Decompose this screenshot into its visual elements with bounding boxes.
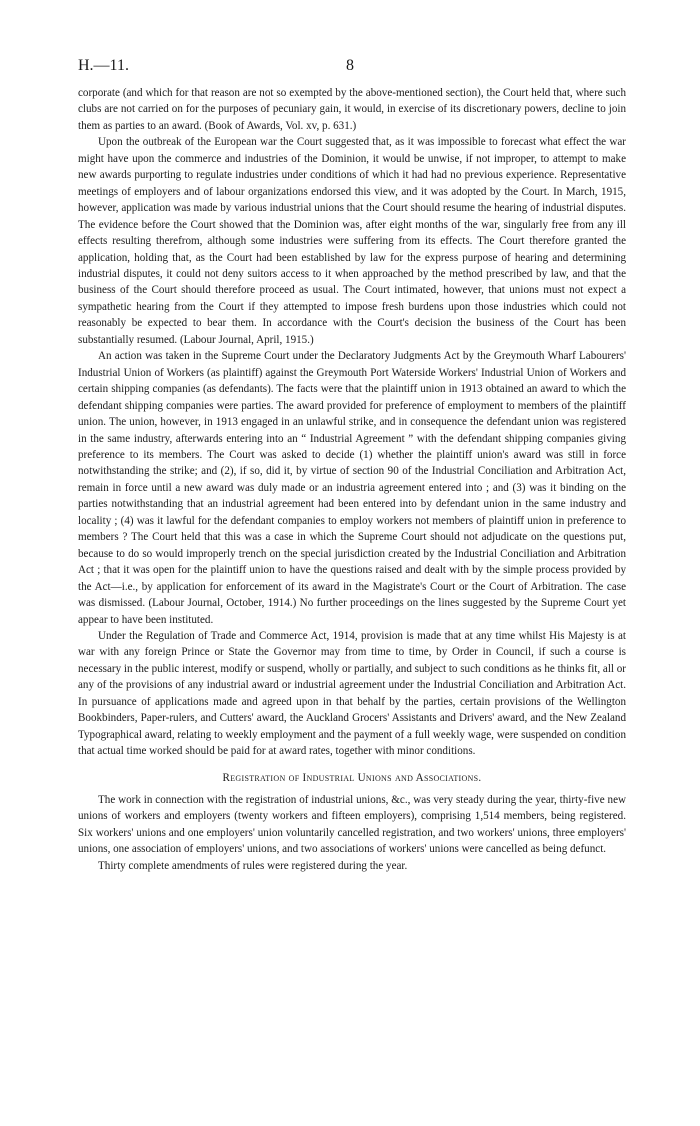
report-reference: H.—11.: [78, 57, 129, 74]
paragraph-registration-work: The work in connection with the registration of industrial unions, &c., was very steady during the year, thirty-five new unions of workers and employers (twenty workers and fifteen employers), comprising 1,514 members, being registered. Six workers' unions and one employers' union voluntarily cancelled registration, and two workers' unions, three employers' unions, one association of employers' unions, and two associations of workers' unions were cancelled as being defunct.: [78, 794, 626, 856]
section-heading: Registration of Industrial Unions and Associations.: [222, 771, 482, 784]
paragraph-trade-commerce-act: Under the Regulation of Trade and Commerce Act, 1914, provision is made that at any time whilst His Majesty is at war with any foreign Prince or State the Governor may from time to time, by Order in Council, if such a course is necessary in the public interest, modify or suspend, wholly or partially, and subject to such conditions as he thinks fit, all or any of the provisions of any industrial award or industrial agreement under the Industrial Conciliation and Arbitration Act. In pursuance of applications made and agreed upon in that behalf by the parties, certain provisions of the Wellington Bookbinders, Paper-rulers, and Cutters' award, the Auckland Grocers' Assistants and Drivers' award, and the New Zealand Typographical award, relating to weekly employment and the payment of a full weekly wage, were suspended on condition that actual time worked should be paid for at award rates, together with minor conditions.: [78, 629, 627, 758]
document-body: [78, 85, 626, 874]
paragraph-amendments: Thirty complete amendments of rules were registered during the year.: [98, 859, 408, 872]
paragraph-continued: corporate (and which for that reason are not so exempted by the above-mentioned section), the Court held that, where such clubs are not carried on for the purposes of pecuniary gain, it would, in exercise of its discretionary powers, decline to join them as parties to an award. (Book of Awards, Vol. xv, p. 631.): [78, 87, 626, 132]
paragraph-greymouth-action: An action was taken in the Supreme Court under the Declaratory Judgments Act by the Greymouth Wharf Labourers' Industrial Union of Workers (as plaintiff) against the Greymouth Port Waterside Workers' Industrial Union of Workers and certain shipping companies (as defendants). The facts were that the plaintiff union in 1913 obtained an award to which the defendant shipping companies were parties. The award provided for preference of employment to members of the plaintiff union. The union, however, in 1913 engaged in an unlawful strike, and in consequence the defendant union was registered in the same industry, afterwards entering into an “ Industrial Agreement ” with the defendant shipping companies giving preference to its members. The Court was asked to decide (1) whether the plaintiff union's award was still in force notwithstanding the strike; and (2), if so, did it, by virtue of section 90 of the Industrial Conciliation and Arbitration Act, remain in force until a new award was duly made or an industria agreement entered into ; and (3) was it binding on the parties notwithstanding that an industrial agreement had been entered into by defendant union in the same industry and locality ; (4) was it lawful for the defendant companies to employ workers not members of plaintiff union in preference to members ? The Court held that this was a case in which the Supreme Court should not adjudicate on the questions put, because to do so would improperly trench on the special jurisdiction created by the Industrial Conciliation and Arbitration Act ; that it was open for the plaintiff union to have the questions raised and dealt with by the simple process provided by the Act—i.e., by application for enforcement of its award in the Magistrate's Court or the Court of Arbitration. The case was dismissed. (Labour Journal, October, 1914.) No further proceedings on the lines suggested by the Supreme Court yet appear to have been instituted.: [78, 350, 626, 626]
page-header: [78, 57, 622, 77]
page-number: 8: [346, 57, 354, 74]
paragraph-european-war: Upon the outbreak of the European war the Court suggested that, as it was impossible to forecast what effect the war might have upon the commerce and industries of the Dominion, it would be unwise, if not improper, to attempt to make new awards purporting to regulate industries under conditions of which it had had no previous experience. Representative meetings of employers and of labour organizations endorsed this view, and it was adopted by the Court. In March, 1915, however, application was made by various industrial unions that the Court should resume the hearing of industrial disputes. The evidence before the Court showed that the Dominion was, after eight months of the war, singularly free from any ill effects resulting therefrom, although some industries were suffering from its effects. The Court therefore granted the application, holding that, as the Court had been established by law for the express purpose of hearing and determining industrial disputes, it could not deny suitors access to it when approached by the method prescribed by law, and that the business of the Court should therefore proceed as usual. The Court intimated, however, that unions must not expect a sympathetic hearing from the Court if they attempted to impose fresh burdens upon those industries which could not reasonably be expected to bear them. In accordance with the Court's decision the business of the Court has been substantially resumed. (Labour Journal, April, 1915.): [78, 136, 626, 346]
